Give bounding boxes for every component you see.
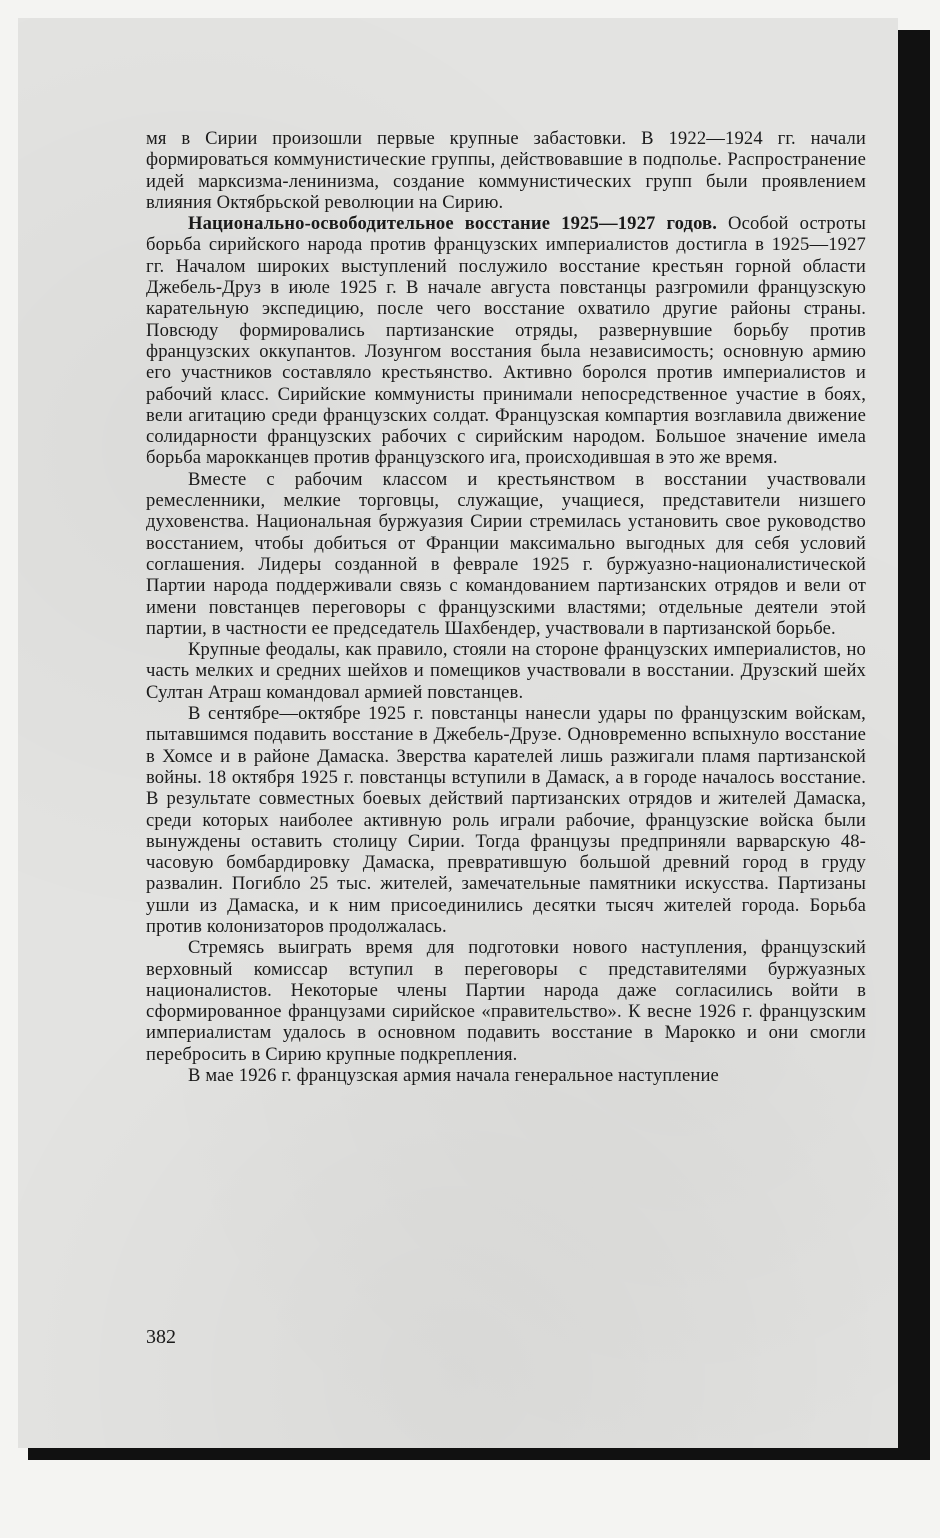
paragraph-6 — [146, 937, 866, 1065]
paragraph-1-text: мя в Сирии произошли первые крупные забастовки. В 1922—1924 гг. начали формироваться коммунистические группы, действовавшие в подполье. Распространение идей марксизма-ленинизма, создание коммунистических групп были проявлением влияния Октябрьской революции на Сирию. — [146, 128, 866, 213]
paragraph-3 — [146, 469, 866, 639]
body-text — [146, 128, 866, 1086]
paragraph-1 — [146, 128, 866, 213]
section-heading: Национально-освободительное восстание 1925—1927 годов. — [188, 213, 718, 235]
paragraph-5 — [146, 703, 866, 937]
paragraph-4 — [146, 639, 866, 703]
paragraph-5-text: В сентябре—октябре 1925 г. повстанцы нанесли удары по французским войскам, пытавшимся подавить восстание в Джебель-Друзе. Одновременно вспыхнуло восстание в Хомсе и в районе Дамаска. Зверства карателей лишь разжигали пламя партизанской войны. 18 октября 1925 г. повстанцы вступили в Дамаск, а в городе началось восстание. В результате совместных боевых действий партизанских отрядов и жителей Дамаска, среди которых наиболее активную роль играли рабочие, французские войска были вынуждены оставить столицу Сирии. Тогда французы предприняли варварскую 48-часовую бомбардировку Дамаска, превратившую большой древний город в груду развалин. Погибло 25 тыс. жителей, замечательные памятники искусства. Партизаны ушли из Дамаска, и к ним присоединились десятки тысяч жителей города. Борьба против колонизаторов продолжалась. — [146, 703, 866, 937]
page-number: 382 — [146, 1326, 176, 1348]
paragraph-7 — [146, 1065, 866, 1086]
paragraph-4-text: Крупные феодалы, как правило, стояли на стороне французских империалистов, но часть мелких и средних шейхов и помещиков участвовали в восстании. Друзский шейх Султан Атраш командовал армией повстанцев. — [146, 639, 866, 703]
scan-edge-right — [898, 30, 930, 1460]
scan-edge-bottom — [28, 1448, 930, 1460]
paragraph-3-text: Вместе с рабочим классом и крестьянством в восстании участвовали ремесленники, мелкие торговцы, служащие, учащиеся, представители низшего духовенства. Национальная буржуазия Сирии стремилась установить свое руководство восстанием, чтобы добиться от Франции максимально выгодных для себя условий соглашения. Лидеры созданной в феврале 1925 г. буржуазно-националистической Партии народа поддерживали связь с командованием партизанских отрядов и вели от имени повстанцев переговоры с французскими властями; отдельные деятели этой партии, в частности ее председатель Шахбендер, участвовали в партизанской борьбе. — [146, 468, 866, 639]
paragraph-7-text: В мае 1926 г. французская армия начала генеральное наступление — [188, 1065, 719, 1087]
paragraph-6-text: Стремясь выиграть время для подготовки нового наступления, французский верховный комиссар вступил в переговоры с представителями буржуазных националистов. Некоторые члены Партии народа даже согласились войти в сформированное французами сирийское «правительство». К весне 1926 г. французским империалистам удалось в основном подавить восстание в Марокко и они смогли перебросить в Сирию крупные подкрепления. — [146, 937, 866, 1065]
paragraph-2-text: Особой остроты борьба сирийского народа против французских империалистов достигла в 1925—1927 гг. Началом широких выступлений послужило восстание крестьян горной области Джебель-Друз в июле 1925 г. В начале августа повстанцы разгромили французскую карательную экспедицию, после чего восстание охватило другие районы страны. Повсюду формировались партизанские отряды, развернувшие борьбу против французских оккупантов. Лозунгом восстания была независимость; основную армию его участников составляло крестьянство. Активно боролся против империалистов и рабочий класс. Сирийские коммунисты принимали непосредственное участие в боях, вели агитацию среди французских солдат. Французская компартия возглавила движение солидарности французских рабочих с сирийским народом. Большое значение имела борьба марокканцев против французского ига, происходившая в это же время. — [146, 213, 866, 469]
paragraph-2 — [146, 213, 866, 469]
